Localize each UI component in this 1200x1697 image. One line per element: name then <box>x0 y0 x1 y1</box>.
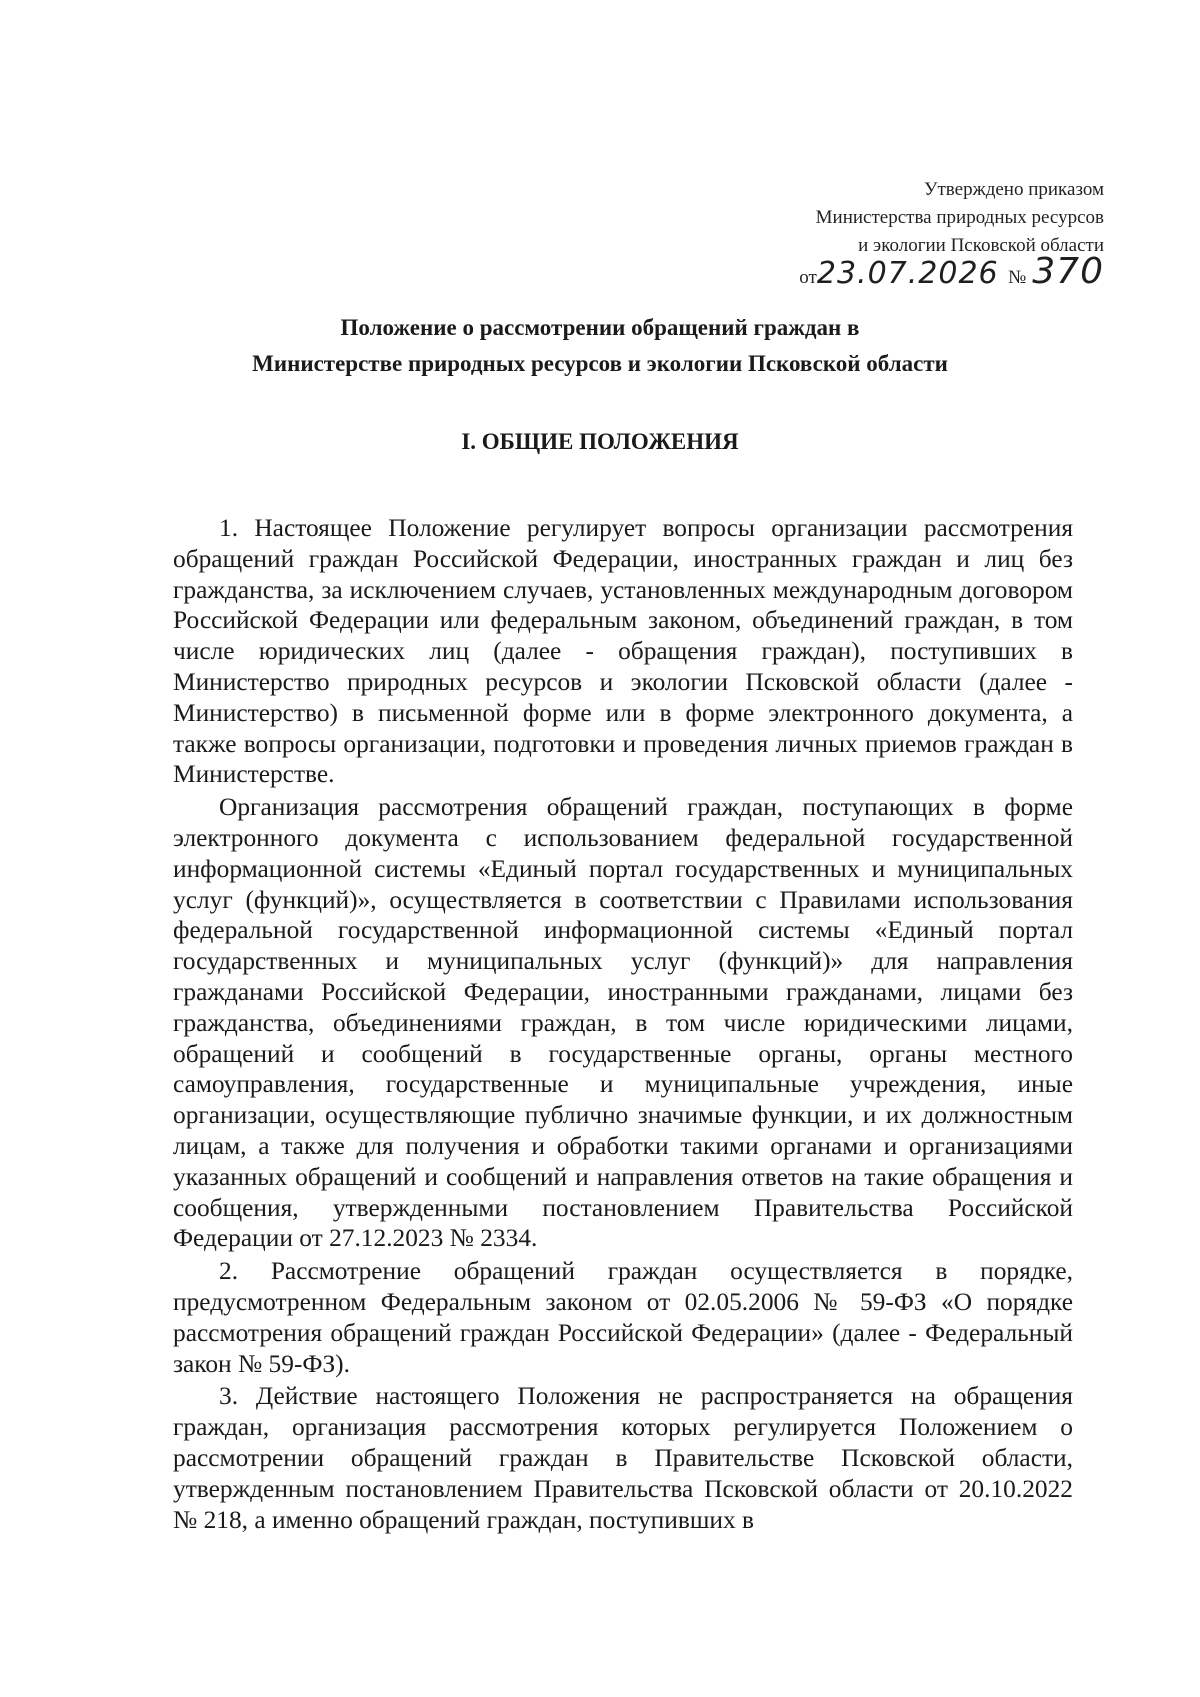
title-line-2: Министерстве природных ресурсов и экологии Псковской области <box>252 351 948 376</box>
number-sign: № <box>1008 267 1027 288</box>
approval-date-line <box>684 251 1104 292</box>
document-title <box>120 310 1080 382</box>
paragraph-2: Организация рассмотрения обращений граждан, поступающих в форме электронного документа с использованием федеральной государственной информационной системы «Единый портал государственных и муниципальных услуг (функций)», осуществляется в соответствии с Правилами использования федеральной государственной информационной системы «Единый портал государственных и муниципальных услуг (функций)» для направления гражданами Российской Федерации, иностранными гражданами, лицами без гражданства, объединениями граждан, в том числе юридическими лицами, обращений и сообщений в государственные органы, органы местного самоуправления, государственные и муниципальные учреждения, иные организации, осуществляющие публично значимые функции, и их должностным лицам, а также для получения и обработки такими органами и организациями указанных обращений и сообщений и направления ответов на такие обращения и сообщения, утвержденными постановлением Правительства Российской Федерации от 27.12.2023 № 2334. <box>173 793 1073 1253</box>
approval-stamp-block <box>684 176 1104 292</box>
handwritten-number: 370 <box>1032 251 1104 292</box>
approval-line-3: и экологии Псковской области <box>858 235 1104 256</box>
approval-line-2: Министерства природных ресурсов <box>815 207 1104 228</box>
document-body <box>173 513 1073 1537</box>
handwritten-date: 23.07.2026 <box>816 256 999 291</box>
approval-line-1: Утверждено приказом <box>924 179 1104 200</box>
paragraph-1: 1. Настоящее Положение регулирует вопросы организации рассмотрения обращений граждан Российской Федерации, иностранных граждан и лиц без гражданства, за исключением случаев, установленных международным договором Российской Федерации или федеральным законом, объединений граждан, в том числе юридических лиц (далее - обращения граждан), поступивших в Министерство природных ресурсов и экологии Псковской области (далее - Министерство) в письменной форме или в форме электронного документа, а также вопросы организации, подготовки и проведения личных приемов граждан в Министерстве. <box>173 514 1073 789</box>
paragraph-4: 3. Действие настоящего Положения не распространяется на обращения граждан, организация рассмотрения которых регулируется Положением о рассмотрении обращений граждан в Правительстве Псковской области, утвержденным постановлением Правительства Псковской области от 20.10.2022 № 218, а именно обращений граждан, поступивших в <box>173 1382 1073 1534</box>
date-prefix: от <box>799 267 817 288</box>
section-heading: I. ОБЩИЕ ПОЛОЖЕНИЯ <box>461 429 739 454</box>
paragraph-3: 2. Рассмотрение обращений граждан осуществляется в порядке, предусмотренном Федеральным законом от 02.05.2006 № 59-ФЗ «О порядке рассмотрения обращений граждан Российской Федерации» (далее - Федеральный закон № 59-ФЗ). <box>173 1257 1073 1378</box>
title-line-1: Положение о рассмотрении обращений граждан в <box>340 315 860 340</box>
